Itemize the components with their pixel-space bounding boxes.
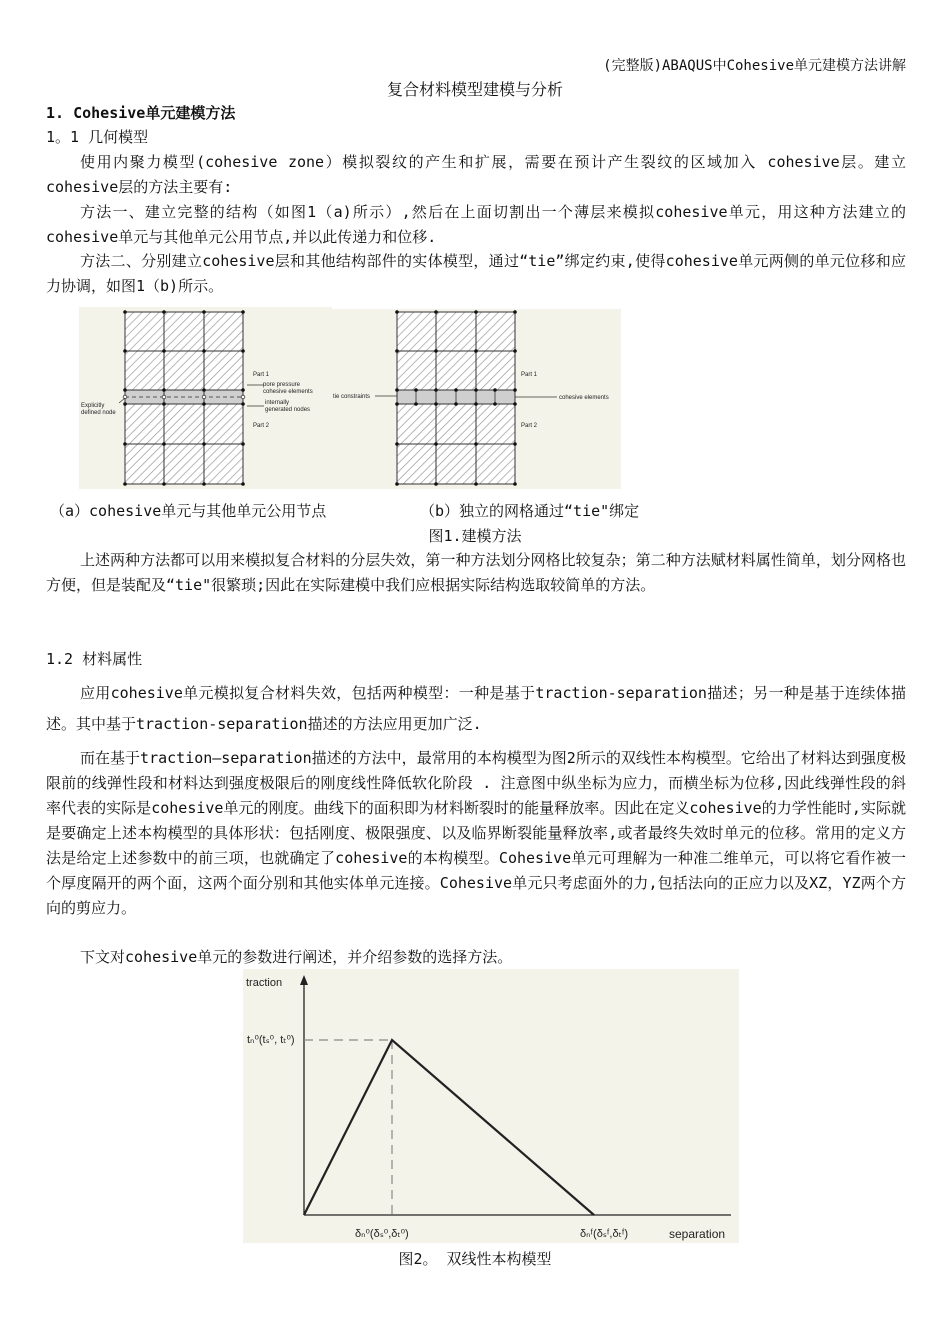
paragraph: 方法二、分别建立cohesive层和其他结构部件的实体模型，通过“tie”绑定约束,使得cohesive单元两侧的单元位移和应力协调，如图1（b)所示。 [46, 252, 906, 295]
paragraph: 上述两种方法都可以用来模拟复合材料的分层失效，第一种方法划分网格比较复杂；第二种方法赋材料属性简单，划分网格也方便，但是装配及“tie"很繁琐;因此在实际建模中我们应根据实际结构选取较简单的方法。 [46, 551, 906, 594]
panel-b-tie-label: tie constraints [333, 394, 371, 400]
page-title: 复合材料模型建模与分析 [386, 80, 563, 99]
deltaf-label: δₙᶠ(δₛᶠ,δₜᶠ) [580, 1228, 629, 1240]
section-heading-1-2: 1.2 材料属性 [46, 650, 143, 668]
figure-2-caption: 图2。 双线性本构模型 [398, 1250, 552, 1268]
figure-1b-caption: （b）独立的网格通过“tie"绑定 [420, 502, 640, 520]
x-axis-label: separation [669, 1227, 726, 1241]
panel-a-internal-label: internally [265, 400, 290, 406]
panel-a-explicit-label: Explicitly [81, 403, 105, 409]
paragraph: 而在基于traction—separation描述的方法中，最常用的本构模型为图2所示的双线性本构模型。它给出了材料达到强度极限前的线弹性段和材料达到强度极限后的刚度线性降低软化阶段 . 注意图中纵坐标为应力，而横坐标为位移,因此线弹性段的斜率代表的实际是cohesive单元的刚度。曲线下的面积即为材料断裂时的能量释放率。因此在定义cohesive的力学性能时,实际就是要确定上述本构模型的具体形状：包括刚度、极限强度、以及临界断裂能量释放率,或者最终失效时单元的位移。常用的定义方法是给定上述参数中的前三项，也就确定了cohesive的本构模型。Cohesive单元可理解为一种准二维单元，可以将它看作被一个厚度隔开的两个面，这两个面分别和其他实体单元连接。Cohesive单元只考虑面外的力,包括法向的正应力以及XZ，YZ两个方向的剪应力。 [46, 749, 906, 917]
panel-a-part1-label: Part 1 [253, 372, 270, 378]
figure-2 [243, 969, 739, 1247]
section-heading-1-1: 1。1 几何模型 [46, 128, 149, 146]
panel-b-part2-label: Part 2 [521, 423, 538, 429]
y-axis-label: traction [246, 977, 283, 989]
panel-b-cohesive-label: cohesive elements [559, 395, 609, 401]
panel-a-mesh [123, 310, 245, 486]
panel-b-part1-label: Part 1 [521, 372, 538, 378]
panel-a-pore-label: pore pressure [263, 382, 301, 388]
panel-a-explicit-label-2: defined node [81, 410, 116, 416]
paragraph: 下文对cohesive单元的参数进行阐述，并介绍参数的选择方法。 [80, 948, 513, 966]
paragraph: 使用内聚力模型(cohesive zone）模拟裂纹的产生和扩展，需要在预计产生裂纹的区域加入 cohesive层。建立cohesive层的方法主要有: [46, 153, 906, 196]
doc-header: (完整版)ABAQUS中Cohesive单元建模方法讲解 [603, 58, 906, 74]
panel-b-mesh [395, 310, 517, 486]
figure-1 [79, 307, 621, 493]
figure-1-graphic [79, 307, 621, 489]
panel-a-part2-label: Part 2 [253, 423, 270, 429]
plot-background [243, 969, 739, 1243]
figure-1-caption: 图1.建模方法 [428, 527, 522, 545]
section-heading-1: 1. Cohesive单元建模方法 [46, 104, 236, 122]
figure-2-graphic [243, 969, 739, 1243]
paragraph: 应用cohesive单元模拟复合材料失效，包括两种模型：一种是基于traction-separation描述；另一种是基于连续体描述。其中基于traction-separation描述的方法应用更加广泛. [46, 684, 906, 733]
peak-traction-label: tₙ⁰(tₛ⁰, tₜ⁰) [247, 1034, 295, 1046]
paragraph: 方法一、建立完整的结构（如图1（a)所示）,然后在上面切割出一个薄层来模拟cohesive单元，用这种方法建立的cohesive单元与其他单元公用节点,并以此传递力和位移. [46, 203, 906, 246]
panel-a-internal-label-2: generated nodes [265, 407, 311, 413]
panel-a-pore-label-2: cohesive elements [263, 389, 313, 395]
delta0-label: δₙ⁰(δₛ⁰,δₜ⁰) [355, 1228, 409, 1240]
figure-1a-caption: （a）cohesive单元与其他单元公用节点 [50, 502, 327, 520]
